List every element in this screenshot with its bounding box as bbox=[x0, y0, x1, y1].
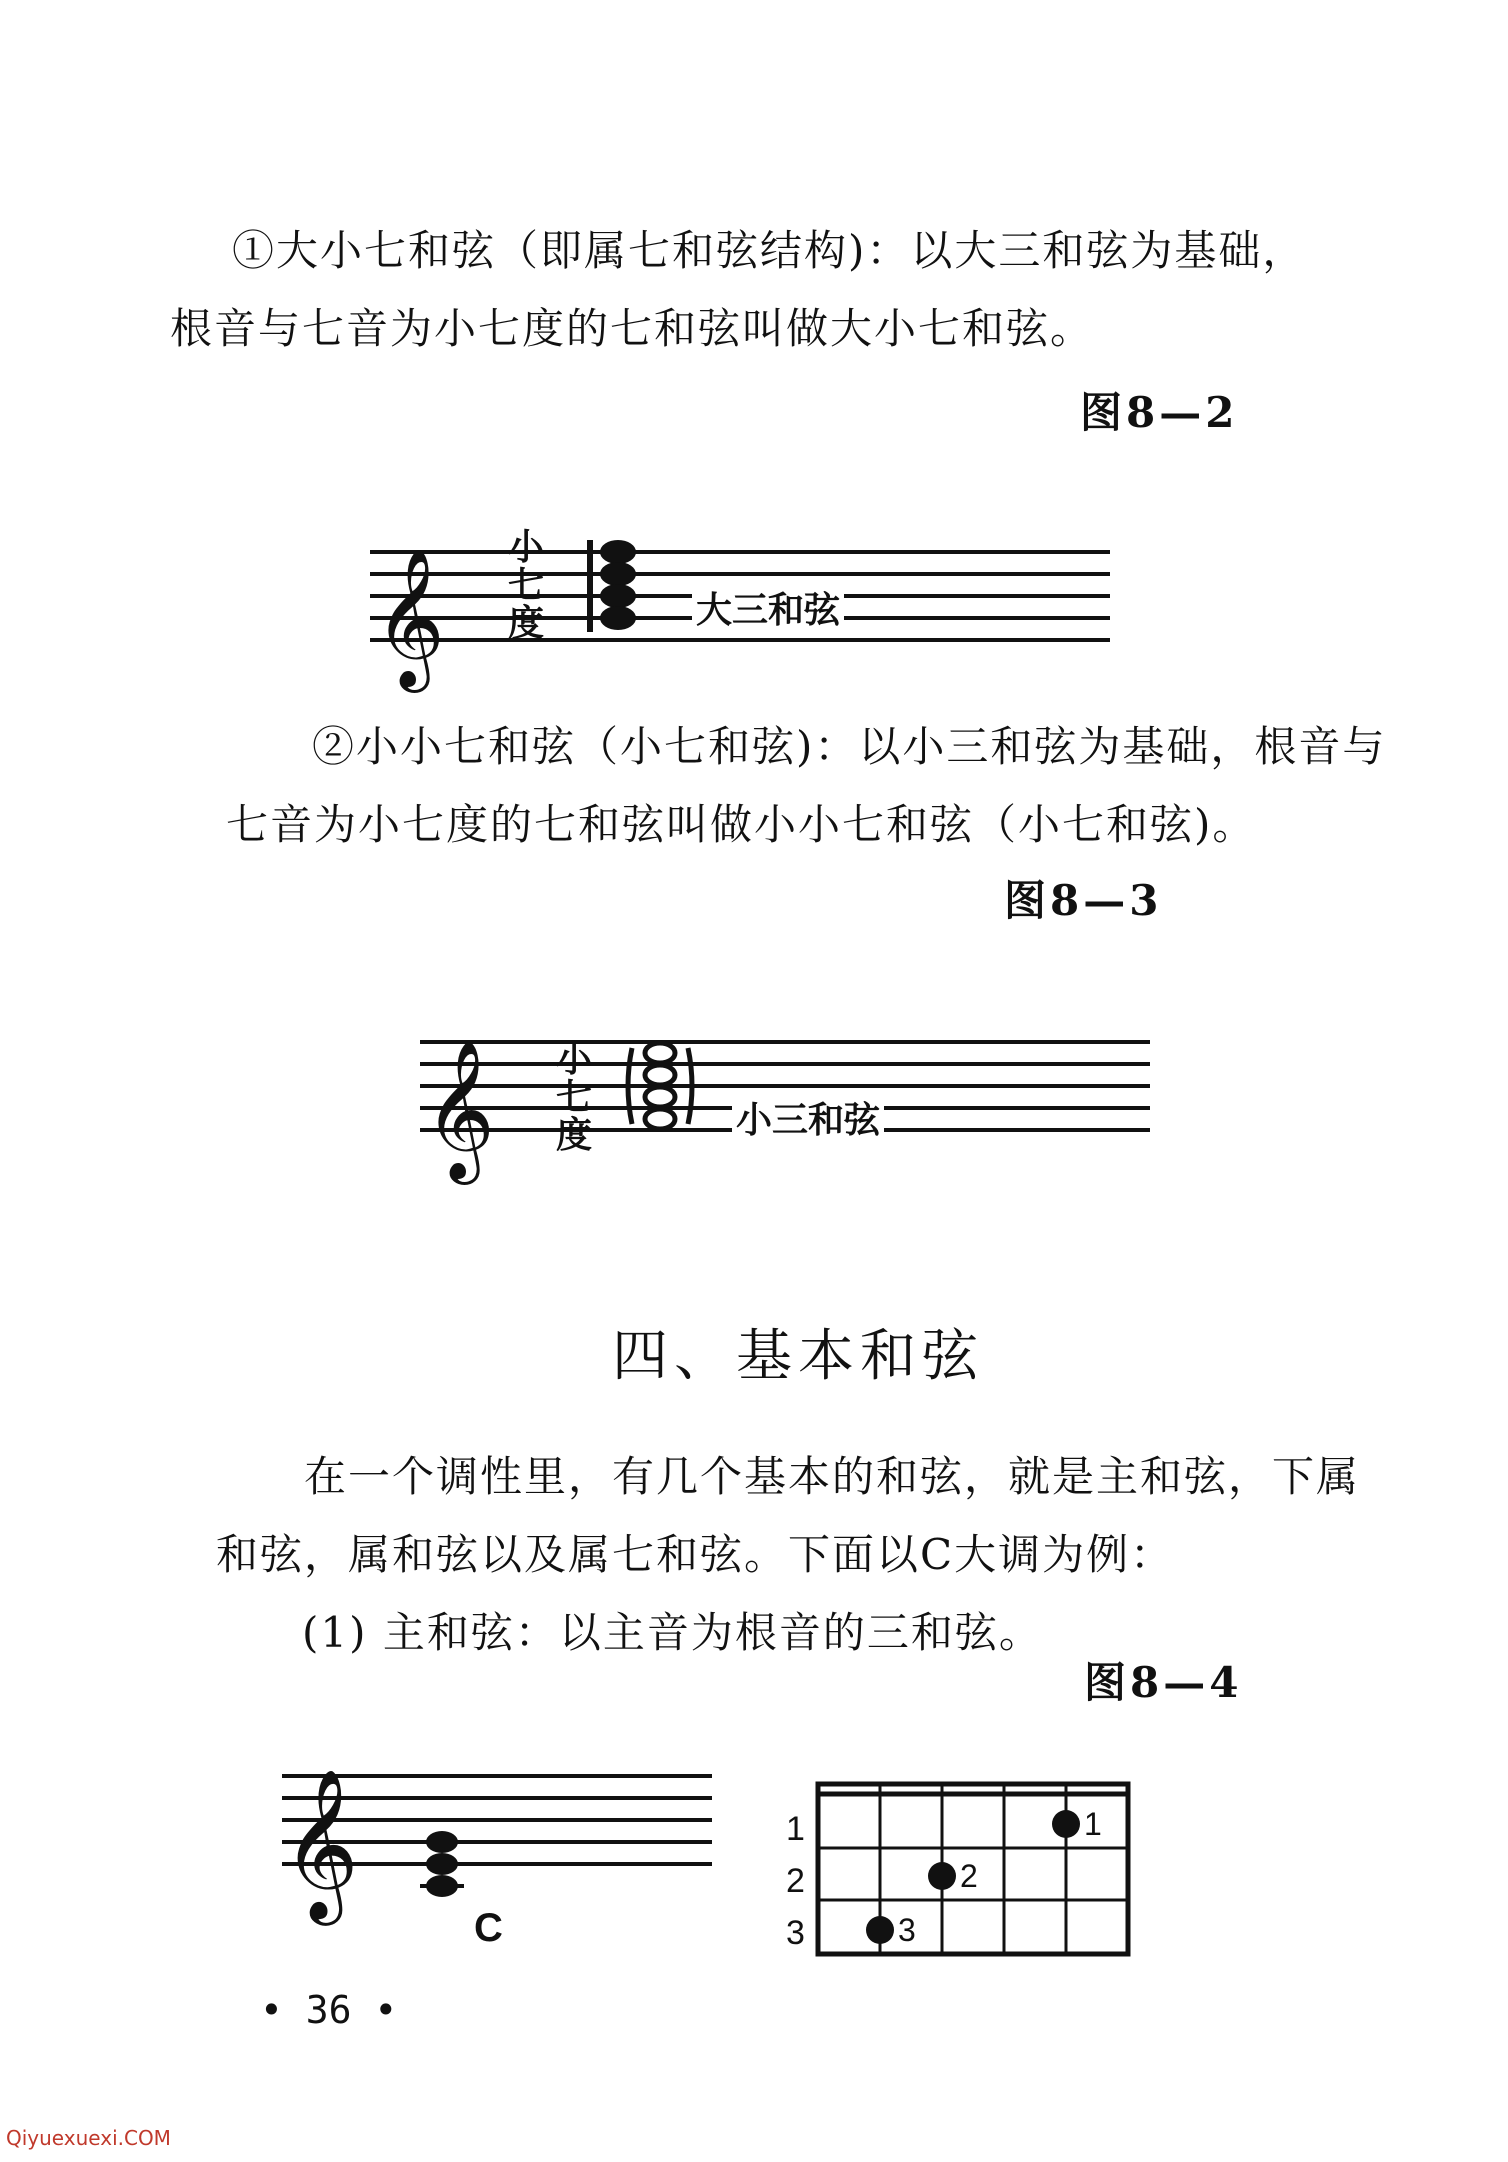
fret-number: 3 bbox=[786, 1914, 805, 1952]
fret-number: 2 bbox=[786, 1862, 805, 1900]
paragraph-minor-seventh-line1: ②小小七和弦（小七和弦)：以小三和弦为基础，根音与 bbox=[312, 722, 1387, 771]
figure-8-2-label: 图8—2 bbox=[1080, 388, 1239, 437]
interval-char: 七 bbox=[556, 1076, 593, 1118]
figure-8-3-label: 图8—3 bbox=[1004, 876, 1163, 925]
section-heading: 四、基本和弦 bbox=[612, 1324, 984, 1389]
chord-name: C bbox=[474, 1906, 503, 1950]
paragraph-minor-seventh-line2: 七音为小七度的七和弦叫做小小七和弦（小七和弦)。 bbox=[226, 800, 1257, 849]
finger-number: 2 bbox=[960, 1858, 978, 1894]
treble-clef-icon: 𝄞 bbox=[424, 1040, 495, 1179]
interval-char: 七 bbox=[508, 564, 545, 606]
interval-char: 度 bbox=[556, 1114, 593, 1156]
minor-triad-label: 小三和弦 bbox=[732, 1092, 884, 1143]
interval-vertical-label bbox=[508, 528, 544, 642]
treble-clef-icon: 𝄞 bbox=[374, 548, 445, 687]
interval-vertical-label bbox=[556, 1040, 592, 1154]
major-triad-label: 大三和弦 bbox=[692, 582, 844, 633]
item-tonic-chord: (1) 主和弦：以主音为根音的三和弦。 bbox=[302, 1608, 1043, 1657]
fret-number: 1 bbox=[786, 1810, 805, 1848]
figure-8-4-staff bbox=[282, 1760, 712, 1920]
interval-char: 小 bbox=[556, 1038, 593, 1080]
chord-notes bbox=[420, 1831, 464, 1897]
treble-clef-icon: 𝄞 bbox=[282, 1767, 359, 1919]
paragraph-major-minor-seventh-line2: 根音与七音为小七度的七和弦叫做大小七和弦。 bbox=[170, 304, 1095, 353]
finger-number: 3 bbox=[898, 1912, 916, 1948]
interval-char: 小 bbox=[508, 526, 545, 568]
finger-number: 1 bbox=[1084, 1806, 1102, 1842]
paragraph-basic-chords-line1: 在一个调性里，有几个基本的和弦，就是主和弦，下属 bbox=[304, 1452, 1361, 1501]
paragraph-major-minor-seventh-line1: ①大小七和弦（即属七和弦结构)：以大三和弦为基础， bbox=[232, 226, 1307, 275]
paragraph-basic-chords-line2: 和弦，属和弦以及属七和弦。下面以C大调为例： bbox=[216, 1530, 1175, 1579]
figure-8-4-label: 图8—4 bbox=[1084, 1658, 1243, 1707]
watermark: Qiyuexuexi.COM bbox=[6, 2126, 171, 2150]
page-number: • 36 • bbox=[260, 1988, 398, 2032]
interval-char: 度 bbox=[508, 602, 545, 644]
